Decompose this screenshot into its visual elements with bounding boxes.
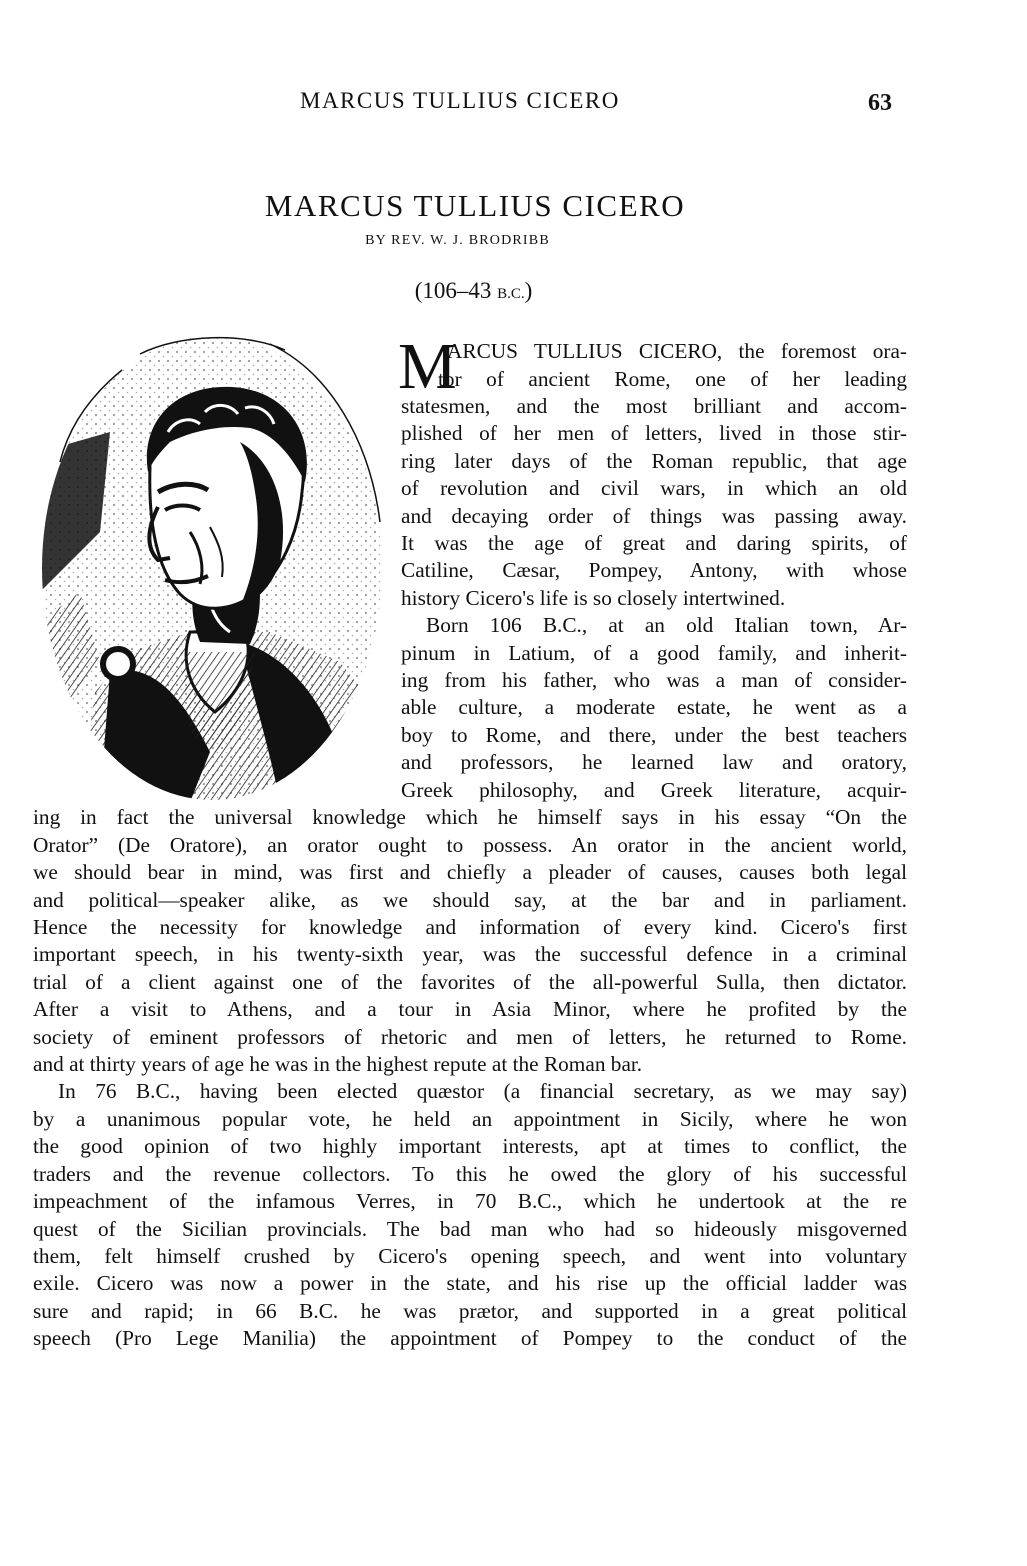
text-line: traders and the revenue collectors. To this he owed the glory of his successful [33,1162,907,1186]
running-head-title: MARCUS TULLIUS CICERO [300,88,620,113]
text-line: ing in fact the universal knowledge which he himself says in his essay “On the [33,805,907,829]
text-line: them, felt himself crushed by Cicero's opening speech, and went into voluntary [33,1244,907,1268]
text-line: plished of her men of letters, lived in those stir- [401,421,907,445]
text-line: the good opinion of two highly important interests, apt at times to conflict, the [33,1134,907,1158]
life-dates [0,278,947,304]
life-dates-era: B.C. [497,286,525,302]
text-line: important speech, in his twenty-sixth year, was the successful defence in a criminal [33,942,907,966]
article-title: MARCUS TULLIUS CICERO [264,188,686,223]
text-line: and professors, he learned law and oratory, [401,750,907,774]
byline-prefix: BY [365,233,387,248]
text-line: and political—speaker alike, as we should say, at the bar and in parliament. [33,888,907,912]
text-line: Greek philosophy, and Greek literature, acquir- [401,778,907,802]
text-line: tor of ancient Rome, one of her leading [438,367,907,391]
page-number: 63 [868,90,892,116]
text-line: In 76 B.C., having been elected quæstor (a financial secretary, as we may say) [58,1079,907,1103]
text-line: speech (Pro Lege Manilia) the appointment of Pompey to the conduct of the [33,1326,907,1350]
text-line: quest of the Sicilian provincials. The bad man who had so hideously misgoverned [33,1217,907,1241]
text-line: and at thirty years of age he was in the highest repute at the Roman bar. [33,1052,643,1076]
text-line: by a unanimous popular vote, he held an appointment in Sicily, where he won [33,1107,907,1131]
drop-cap: M [398,330,457,403]
text-line: Orator” (De Oratore), an orator ought to possess. An orator in the ancient world, [33,833,907,857]
text-line: Hence the necessity for knowledge and information of every kind. Cicero's first [33,915,907,939]
text-line: history Cicero's life is so closely intertwined. [401,586,786,610]
text-line: ARCUS TULLIUS CICERO, the foremost ora- [447,339,907,363]
life-dates-years: (106–43 [414,278,498,303]
text-line: pinum in Latium, of a good family, and inherit- [401,641,907,665]
text-line: sure and rapid; in 66 B.C. he was prætor, and supported in a great political [33,1299,907,1323]
text-line: Catiline, Cæsar, Pompey, Antony, with whose [401,558,907,582]
text-line: boy to Rome, and there, under the best teachers [401,723,907,747]
text-line: trial of a client against one of the favorites of the all-powerful Sulla, then dictator. [33,970,907,994]
text-line: Born 106 B.C., at an old Italian town, Ar- [426,613,907,637]
text-line: After a visit to Athens, and a tour in Asia Minor, where he profited by the [33,997,907,1021]
text-line: ring later days of the Roman republic, that age [401,449,907,473]
cicero-bust-engraving-icon [40,332,390,802]
text-line: we should bear in mind, was first and chiefly a pleader of causes, causes both legal [33,860,907,884]
text-line: impeachment of the infamous Verres, in 70 B.C., which he undertook at the re [33,1189,907,1213]
byline [0,233,915,249]
text-line: ing from his father, who was a man of consider- [401,668,907,692]
text-line: and decaying order of things was passing away. [401,504,907,528]
text-line: society of eminent professors of rhetoric and men of letters, he returned to Rome. [33,1025,907,1049]
text-line: able culture, a moderate estate, he went as a [401,695,907,719]
text-line: statesmen, and the most brilliant and accom- [401,394,907,418]
text-line: exile. Cicero was now a power in the state, and his rise up the official ladder was [33,1271,907,1295]
life-dates-close: ) [524,278,533,303]
text-line: It was the age of great and daring spirits, of [401,531,907,555]
byline-author: REV. W. J. BRODRIBB [391,233,550,248]
text-line: of revolution and civil wars, in which an old [401,476,907,500]
running-head [0,88,1027,118]
